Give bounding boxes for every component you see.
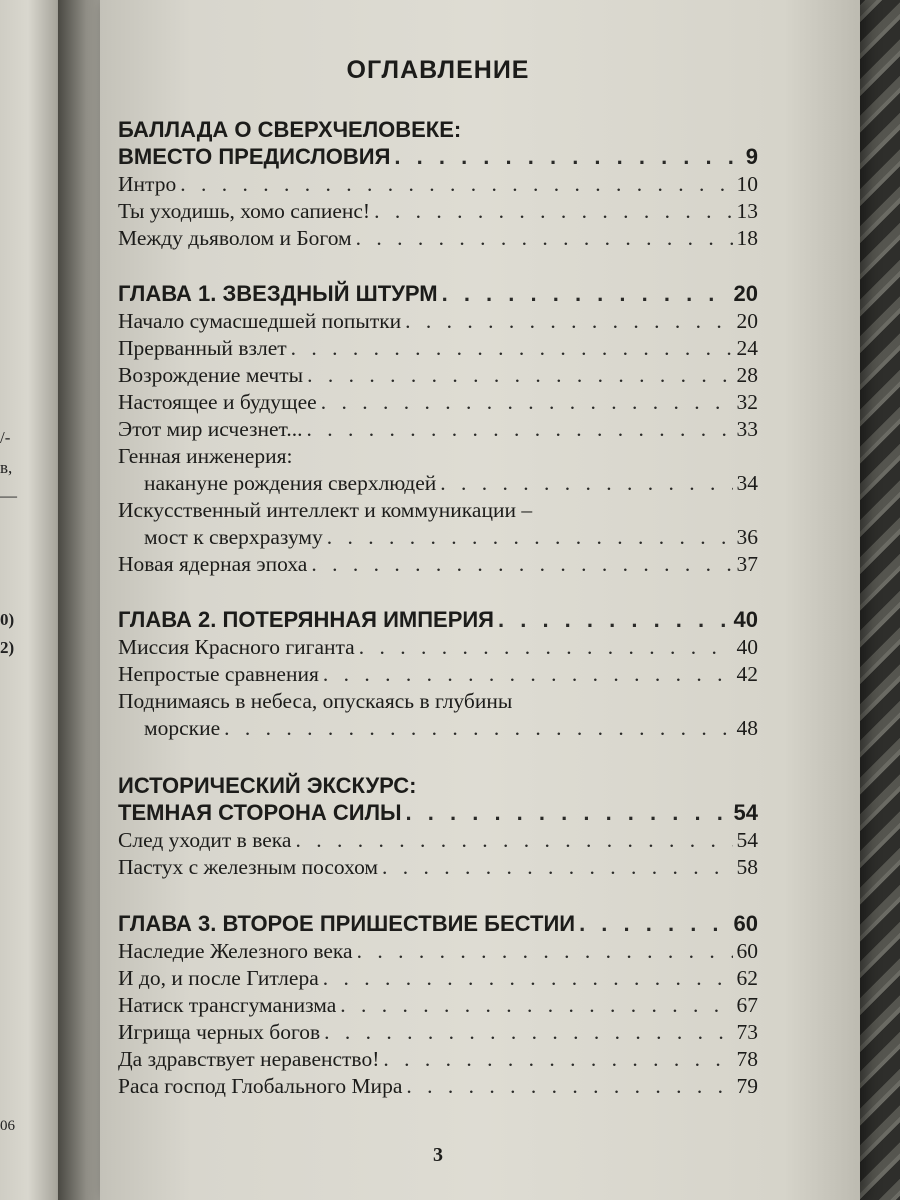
dot-leader [324,1018,732,1046]
dot-leader [383,1045,732,1073]
dot-leader [356,224,733,252]
toc-entry [118,1045,758,1073]
dot-leader [340,991,732,1019]
dot-leader [323,660,733,688]
section-page-number: 20 [733,281,758,306]
toc-entry [118,991,758,1019]
section-heading-label: ГЛАВА 3. ВТОРОЕ ПРИШЕСТВИЕ БЕСТИИ [118,911,576,936]
toc-entry-label: Между дьяволом и Богом [118,226,352,250]
toc-entry-label: Этот мир исчезнет... [118,417,303,441]
left-page-fragment: /- [0,428,11,447]
dot-leader [180,170,732,198]
dot-leader [327,523,733,551]
dot-leader [406,1072,732,1100]
toc-entry-label: Миссия Красного гиганта [118,635,355,659]
left-page-fragment: — [0,486,17,505]
toc-entry-page: 28 [736,363,758,387]
toc-entry [118,469,758,497]
dot-leader [394,143,741,171]
section-heading-line: БАЛЛАДА О СВЕРХЧЕЛОВЕКЕ: [118,117,462,142]
section-heading-label: ВМЕСТО ПРЕДИСЛОВИЯ [118,144,391,169]
toc-entry-line: Искусственный интеллект и коммуникации – [118,498,533,522]
dot-leader [291,334,733,362]
toc-entry-label: Игрища черных богов [118,1020,321,1044]
toc-entry-line: Генная инженерия: [118,444,293,468]
toc-entry-label: Наследие Железного века [118,939,353,963]
toc-entry [118,660,758,688]
toc-entry [118,334,758,362]
left-page-fragment: 0) [0,610,15,629]
dot-leader [442,280,730,308]
section-heading-label: ТЕМНАЯ СТОРОНА СИЛЫ [118,800,402,825]
toc-entry-page: 54 [736,828,758,852]
toc-entry [118,714,758,742]
toc-entry [118,388,758,416]
toc-entry-page: 60 [736,939,758,963]
toc-entry [118,633,758,661]
toc-entry-page: 62 [736,966,758,990]
toc-entry-label: накануне рождения сверхлюдей [144,471,437,495]
section-heading [118,799,758,827]
section-page-number: 40 [733,607,758,632]
dot-leader [382,853,732,881]
dot-leader [359,633,733,661]
toc-entry-page: 24 [736,336,758,360]
toc-entry-line: Поднимаясь в небеса, опускаясь в глубины [118,689,513,713]
toc-entry [118,224,758,252]
dot-leader [307,361,732,389]
toc-entry [118,361,758,389]
toc-entry-page: 73 [736,1020,758,1044]
section-heading-label: ГЛАВА 1. ЗВЕЗДНЫЙ ШТУРМ [118,281,438,306]
toc-entry-label: Ты уходишь, хомо сапиенс! [118,199,371,223]
section-page-number: 54 [733,800,758,825]
toc-entry-label: Да здравствует неравенство! [118,1047,380,1071]
dot-leader [405,307,732,335]
dot-leader [440,469,732,497]
toc-entry [118,1072,758,1100]
toc-entry-label: И до, и после Гитлера [118,966,319,990]
toc-entry-page: 32 [736,390,758,414]
toc-entry-page: 79 [736,1074,758,1098]
toc-entry-label: Настоящее и будущее [118,390,317,414]
toc-entry [118,523,758,551]
section-heading [118,143,758,171]
dot-leader [323,964,733,992]
dot-leader [321,388,733,416]
toc-entry-page: 42 [736,662,758,686]
section-heading-line: ИСТОРИЧЕСКИЙ ЭКСКУРС: [118,773,417,798]
toc-entry-label: Возрождение мечты [118,363,304,387]
toc-entry-page: 37 [736,552,758,576]
dot-leader [311,550,732,578]
toc-entry-label: След уходит в века [118,828,292,852]
toc-entry [118,964,758,992]
toc-entry [118,307,758,335]
toc-entry-label: Непростые сравнения [118,662,319,686]
section-page-number: 9 [745,144,758,169]
toc-entry-label: морские [144,716,221,740]
toc-entry-page: 33 [736,417,758,441]
section-heading [118,606,758,634]
toc-entry-label: Пастух с железным посохом [118,855,379,879]
toc-entry-page: 36 [736,525,758,549]
section-heading [118,910,758,938]
toc-entry-label: Раса господ Глобального Мира [118,1074,403,1098]
toc-entry [118,197,758,225]
dot-leader [306,415,732,443]
dot-leader [374,197,732,225]
section-heading-label: ГЛАВА 2. ПОТЕРЯННАЯ ИМПЕРИЯ [118,607,494,632]
toc-entry-label: мост к сверхразуму [144,525,323,549]
dot-leader [224,714,732,742]
toc-entry [118,937,758,965]
dot-leader [498,606,730,634]
toc-entry-page: 34 [736,471,758,495]
table-of-contents [118,0,758,1200]
toc-entry-label: Интро [118,172,177,196]
left-page-fragment: 06 [0,1118,15,1134]
toc-entry-label: Натиск трансгуманизма [118,993,337,1017]
dot-leader [295,826,732,854]
toc-entry-page: 67 [736,993,758,1017]
toc-entry-label: Прерванный взлет [118,336,287,360]
toc-entry-page: 40 [736,635,758,659]
toc-entry-page: 58 [736,855,758,879]
dot-leader [579,910,729,938]
left-page-fragment: в, [0,458,13,477]
toc-entry-page: 10 [736,172,758,196]
toc-entry [118,1018,758,1046]
toc-entry-page: 20 [736,309,758,333]
toc-entry-label: Начало сумасшедшей попытки [118,309,402,333]
page-title: ОГЛАВЛЕНИЕ [346,56,530,84]
toc-entry-label: Новая ядерная эпоха [118,552,308,576]
toc-entry [118,826,758,854]
section-page-number: 60 [733,911,758,936]
dot-leader [406,799,730,827]
toc-entry [118,853,758,881]
left-page-fragment: 2) [0,638,15,657]
section-heading [118,280,758,308]
toc-entry-page: 13 [736,199,758,223]
toc-entry [118,415,758,443]
toc-entry [118,550,758,578]
toc-entry [118,170,758,198]
book-page [100,0,860,1200]
dot-leader [357,937,733,965]
toc-entry-page: 48 [736,716,758,740]
page-number: 3 [433,1144,443,1166]
toc-entry-page: 18 [736,226,758,250]
toc-entry-page: 78 [736,1047,758,1071]
